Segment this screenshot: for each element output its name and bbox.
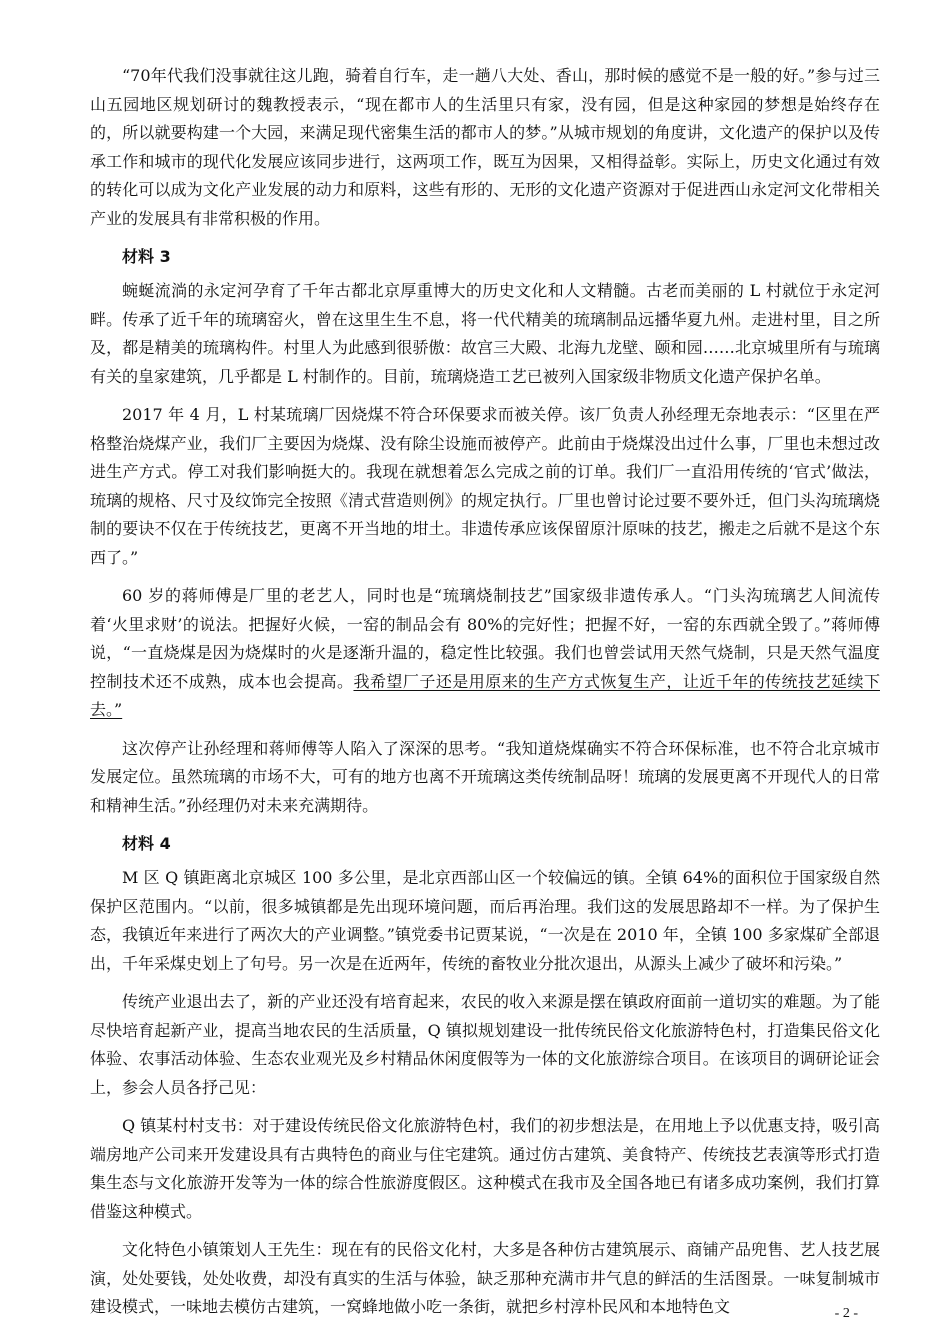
paragraph-m3-1: 蜿蜒流淌的永定河孕育了千年古都北京厚重博大的历史文化和人文精髓。古老而美丽的 L 村就位于永定河畔。传承了近千年的琉璃窑火，曾在这里生生不息，将一代代精美的琉璃制品远播华夏九州。走进村里，目之所及，都是精美的琉璃构件。村里人为此感到很骄傲：故宫三大殿、北海九龙壁、颐和园……北京城里所有与琉璃有关的皇家建筑，几乎都是 L 村制作的。目前，琉璃烧造工艺已被列入国家级非物质文化遗产保护名单。 <box>90 281 880 386</box>
heading-material-3: 材料 3 <box>122 247 171 266</box>
paragraph-m4-2: 传统产业退出去了，新的产业还没有培育起来，农民的收入来源是摆在镇政府面前一道切实的难题。为了能尽快培育起新产业，提高当地农民的生活质量，Q 镇拟规划建设一批传统民俗文化旅游特色村，打造集民俗文化体验、农事活动体验、生态农业观光及乡村精品休闲度假等为一体的文化旅游综合项目。在该项目的调研论证会上，参会人员各抒己见： <box>90 992 880 1097</box>
paragraph-intro: “70年代我们没事就往这儿跑，骑着自行车，走一趟八大处、香山，那时候的感觉不是一般的好。”参与过三山五园地区规划研讨的魏教授表示，“现在都市人的生活里只有家，没有园，但是这种家园的梦想是始终存在的，所以就要构建一个大园，来满足现代密集生活的都市人的梦。”从城市规划的角度讲，文化遗产的保护以及传承工作和城市的现代化发展应该同步进行，这两项工作，既互为因果，又相得益彰。实际上，历史文化通过有效的转化可以成为文化产业发展的动力和原料，这些有形的、无形的文化遗产资源对于促进西山永定河文化带相关产业的发展具有非常积极的作用。 <box>90 66 880 228</box>
paragraph-m3-3-text: 60 岁的蒋师傅是厂里的老艺人，同时也是“琉璃烧制技艺”国家级非遗传承人。“门头沟琉璃艺人间流传着‘火里求财’的说法。把握好火候，一窑的制品会有 80%的完好性；把握不好，一窑的东西就全毁了。”蒋师傅说，“一直烧煤是因为烧煤时的火是逐渐升温的，稳定性比较强。我们也曾尝试用天然气烧制，只是天然气温度控制技术还不成熟，成本也会提高。 <box>90 586 880 691</box>
paragraph-m4-3: Q 镇某村村支书：对于建设传统民俗文化旅游特色村，我们的初步想法是，在用地上予以优惠支持，吸引高端房地产公司来开发建设具有古典特色的商业与住宅建筑。通过仿古建筑、美食特产、传统技艺表演等形式打造集生态与文化旅游开发等为一体的综合性旅游度假区。这种模式在我市及全国各地已有诸多成功案例，我们打算借鉴这种模式。 <box>90 1116 880 1221</box>
paragraph-m3-3 <box>90 582 880 725</box>
paragraph-m3-4: 这次停产让孙经理和蒋师傅等人陷入了深深的思考。“我知道烧煤确实不符合环保标准，也不符合北京城市发展定位。虽然琉璃的市场不大，可有的地方也离不开琉璃这类传统制品呀！琉璃的发展更离不开现代人的日常和精神生活。”孙经理仍对未来充满期待。 <box>90 738 880 815</box>
paragraph-m4-4: 文化特色小镇策划人王先生：现在有的民俗文化村，大多是各种仿古建筑展示、商铺产品兜售、艺人技艺展演，处处要钱，处处收费，却没有真实的生活与体验，缺乏那种充满市井气息的鲜活的生活图景。一味复制城市建设模式，一味地去模仿古建筑，一窝蜂地做小吃一条街，就把乡村淳朴民风和本地特色文 <box>90 1240 880 1316</box>
underlined-quote: 我希望厂子还是用原来的生产方式恢复生产，让近千年的传统技艺延续下去。” <box>90 671 880 719</box>
page-number: - 2 - <box>834 1306 858 1321</box>
paragraph-m3-2: 2017 年 4 月，L 村某琉璃厂因烧煤不符合环保要求而被关停。该厂负责人孙经理无奈地表示：“区里在严格整治烧煤产业，我们厂主要因为烧煤、没有除尘设施而被停产。此前由于烧煤没出过什么事，厂里也未想过改进生产方式。停工对我们影响挺大的。我现在就想着怎么完成之前的订单。我们厂一直沿用传统的‘官式’做法，琉璃的规格、尺寸及纹饰完全按照《清式营造则例》的规定执行。厂里也曾讨论过要不要外迁，但门头沟琉璃烧制的要诀不仅在于传统技艺，更离不开当地的坩土。非遗传承应该保留原汁原味的技艺，搬走之后就不是这个东西了。” <box>90 405 880 567</box>
paragraph-m4-1: M 区 Q 镇距离北京城区 100 多公里，是北京西部山区一个较偏远的镇。全镇 64%的面积位于国家级自然保护区范围内。“以前，很多城镇都是先出现环境问题，而后再治理。我们这的发展思路却不一样。为了保护生态，我镇近年来进行了两次大的产业调整。”镇党委书记贾某说，“一次是在 2010 年，全镇 100 多家煤矿全部退出，千年采煤史划上了句号。另一次是在近两年，传统的畜牧业分批次退出，从源头上减少了破坏和污染。” <box>90 868 880 973</box>
heading-material-4: 材料 4 <box>122 834 171 853</box>
document-body <box>90 62 880 1332</box>
